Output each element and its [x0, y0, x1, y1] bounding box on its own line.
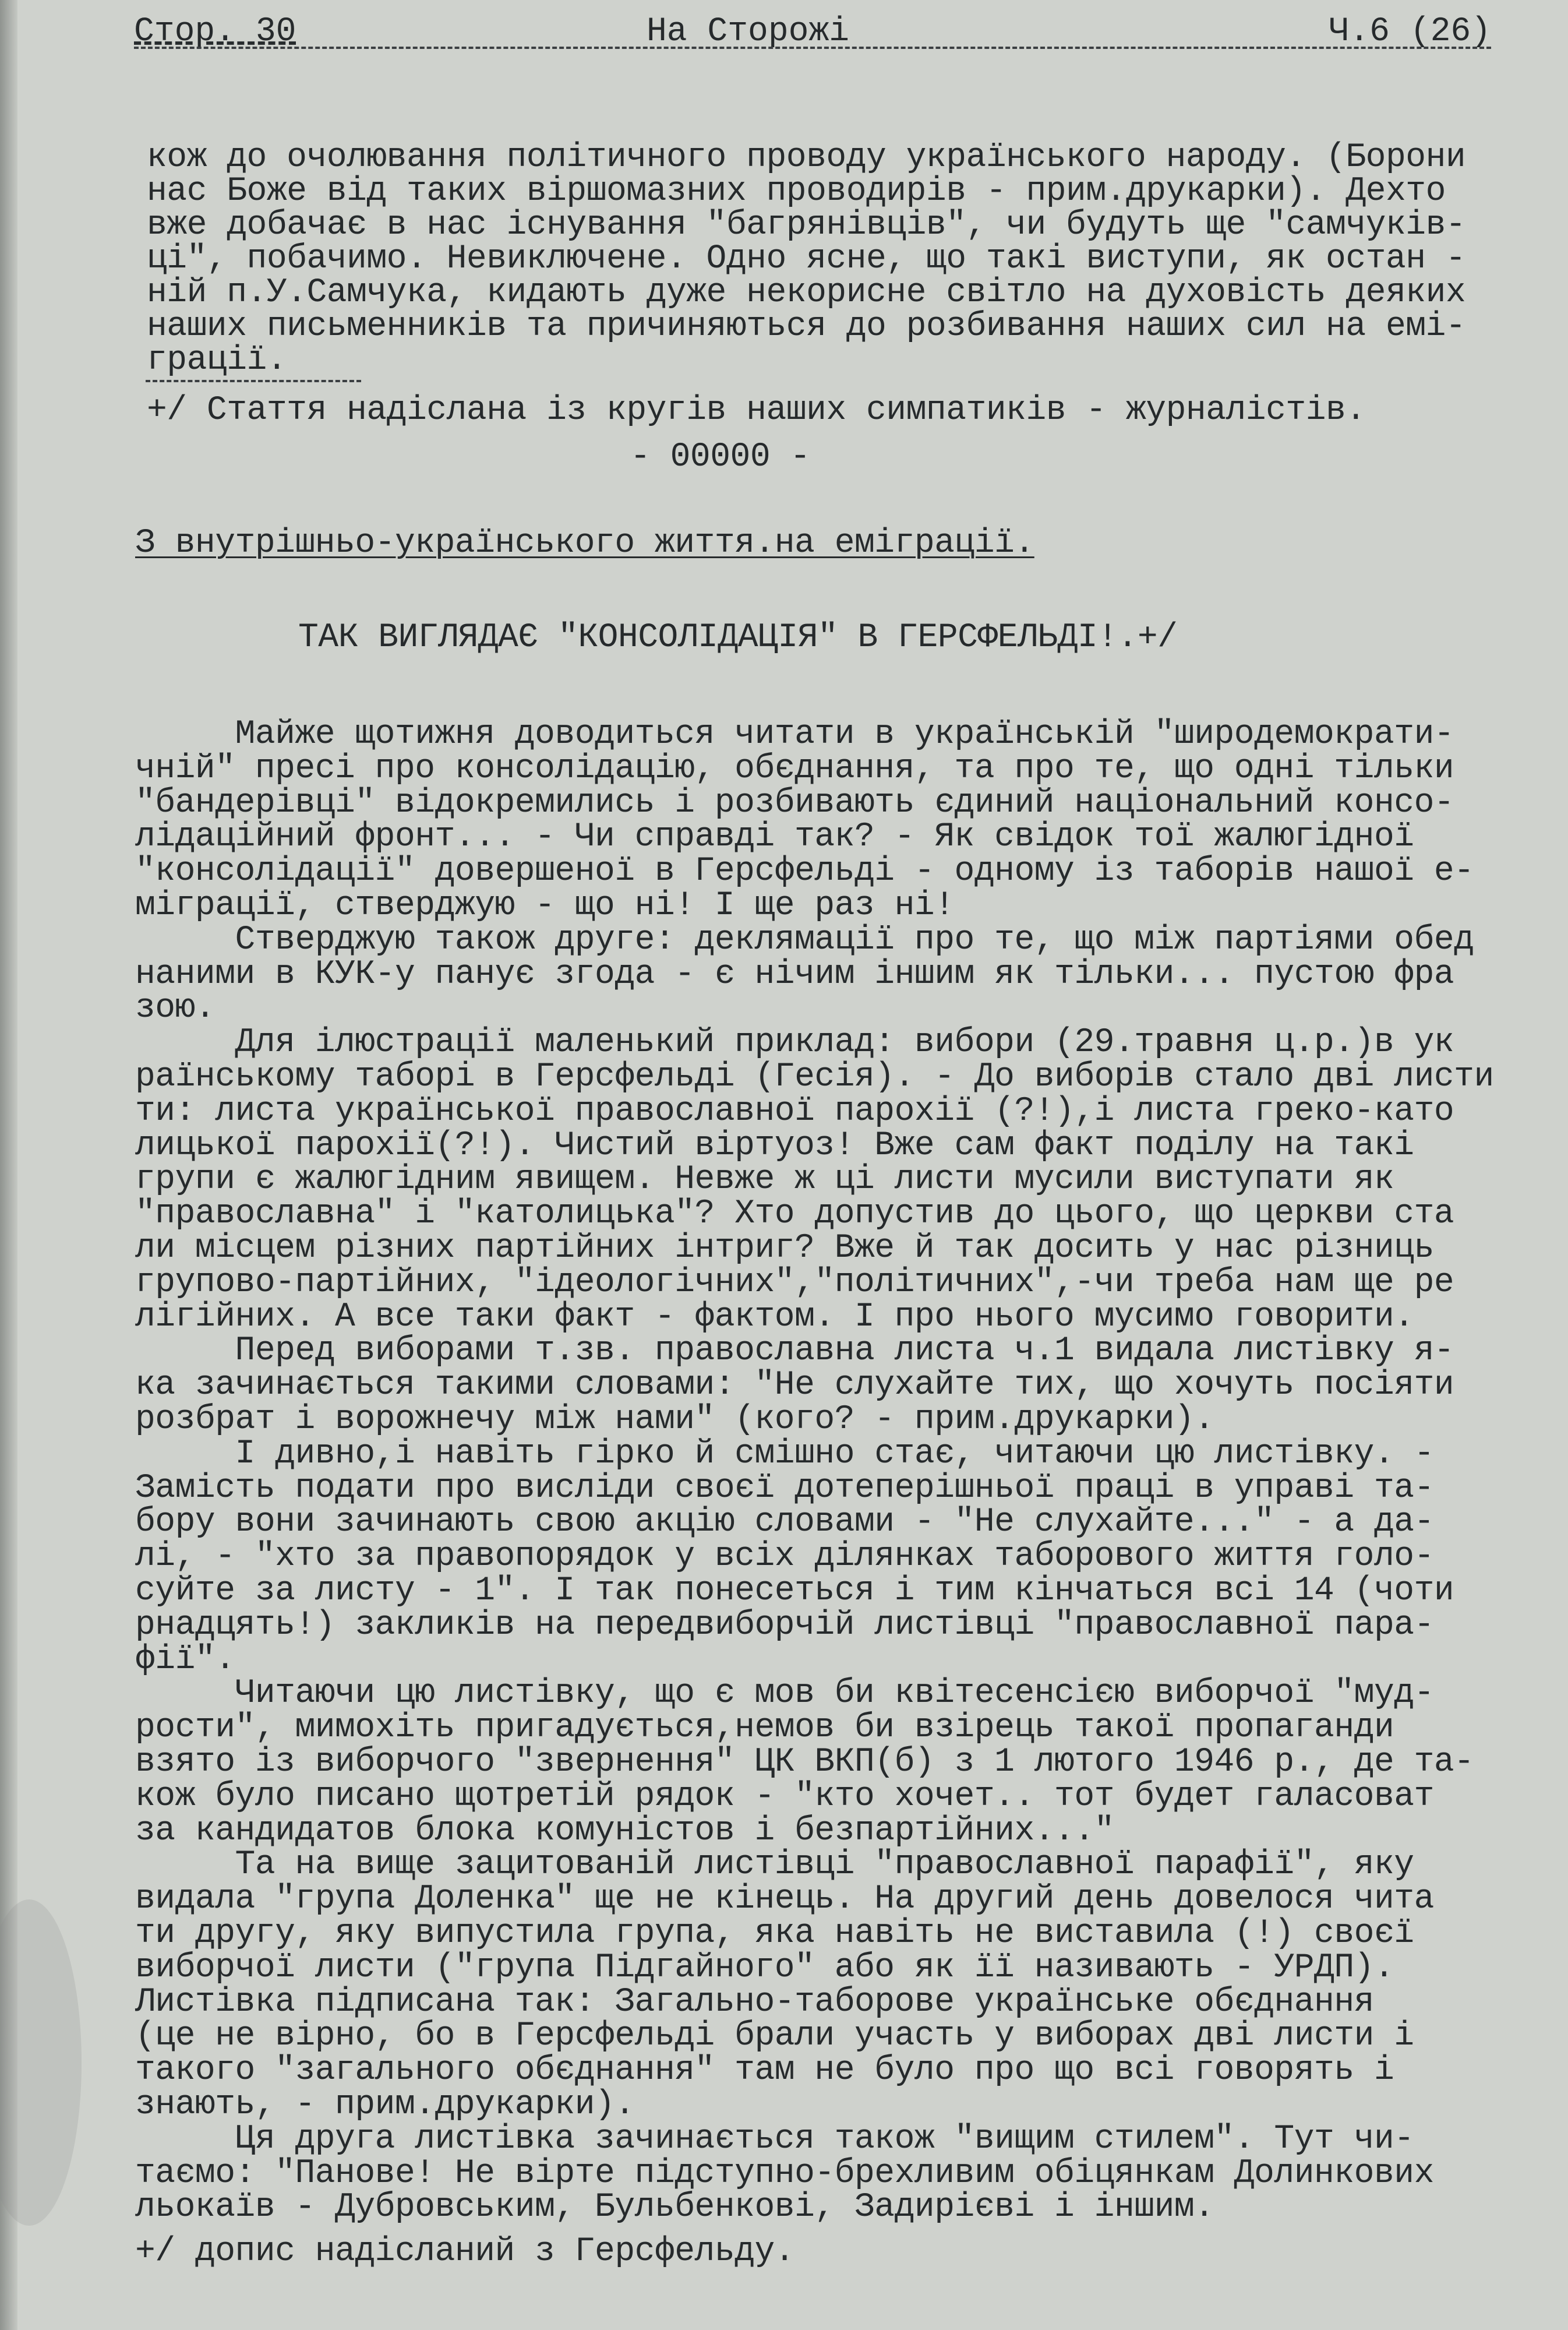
text-line: виборчої листи ("група Підгайного" або як її називають - УРДП). [135, 1948, 1394, 1987]
text-line: рости", мимохіть пригадується,немов би взірець такої пропаганди [135, 1709, 1394, 1747]
text-line: ка зачинається такими словами: "Не слухайте тих, що хочуть посіяти [135, 1366, 1454, 1405]
section-separator: - 00000 - [630, 438, 810, 476]
text-line: бору вони зачинають свою акцію словами - "Не слухайте..." - а да- [135, 1503, 1434, 1542]
text-line: "консолідації" довершеної в Герсфельді - одному із таборів нашої е- [135, 852, 1474, 891]
text-line: лицької парохії(?!). Чистий віртуоз! Вже сам факт поділу на такі [135, 1126, 1414, 1165]
text-line: рнадцять!) закликів на передвиборчій листівці "православної пара- [135, 1606, 1434, 1644]
text-line: чній" пресі про консолідацію, обєднання, та про те, що одні тільки [135, 749, 1454, 788]
text-line: суйте за листу - 1". І так понесеться і тим кінчаться всі 14 (чоти [135, 1572, 1454, 1610]
text-line: (це не вірно, бо в Герсфельді брали участь у виборах дві листи і [135, 2017, 1414, 2056]
text-line: нас Боже від таких віршомазних проводирів - прим.друкарки). Дехто [147, 172, 1446, 210]
text-line: грації. [147, 341, 287, 379]
text-line: Та на вище зацитованій листівці "православної парафії", яку [135, 1846, 1414, 1884]
text-line: наними в КУК-у панує згода - є нічим іншим як тільки... пустою фра [135, 955, 1454, 993]
header-rule [134, 47, 1491, 49]
text-line: льокаїв - Дубровським, Бульбенкові, Задирієві і іншим. [135, 2188, 1214, 2227]
text-line: ти другу, яку випустила група, яка навіть не виставила (!) своєї [135, 1915, 1414, 1952]
intro-footnote: +/ Стаття надіслана із кругів наших симпатиків - журналістів. [147, 392, 1366, 429]
text-line: раїнському таборі в Герсфельді (Гесія). - До виборів стало дві листи [135, 1058, 1494, 1096]
text-line: Перед виборами т.зв. православна листа ч.1 видала листівку я- [135, 1332, 1454, 1370]
text-line: ти: листа української православної парохії (?!),і листа греко-като [135, 1092, 1454, 1130]
article-title: ТАК ВИГЛЯДАЄ "КОНСОЛІДАЦІЯ" В ГЕРСФЕЛЬДІ!.+/ [298, 619, 1178, 657]
text-line: Майже щотижня доводиться читати в українській "широдемократи- [135, 715, 1454, 753]
text-line: Замість подати про висліди своєї дотеперішньої праці в управі та- [135, 1469, 1434, 1507]
text-line: за кандидатов блока комуністов і безпартійних..." [135, 1811, 1114, 1850]
text-line: "православна" і "католицька"? Хто допустив до цього, що церкви ста [135, 1195, 1454, 1233]
text-line: кож було писано щотретій рядок - "кто хочет.. тот будет галасоват [135, 1777, 1434, 1816]
text-line: групово-партійних, "ідеологічних","політичних",-чи треба нам ще ре [135, 1263, 1454, 1302]
text-line: Для ілюстрації маленький приклад: вибори (29.травня ц.р.)в ук [135, 1024, 1454, 1062]
text-line: розбрат і ворожнечу між нами" (кого? - прим.друкарки). [135, 1401, 1214, 1439]
publication-title: На Сторожі [647, 13, 850, 51]
text-line: ній п.У.Самчука, кидають дуже некорисне світло на духовість деяких [147, 274, 1466, 312]
text-line: Стверджую також друге: деклямації про те, що між партіями обед [135, 921, 1474, 959]
page-number: Стор. 30 [134, 13, 296, 51]
text-line: лігійних. А все таки факт - фактом. І про нього мусимо говорити. [135, 1298, 1414, 1336]
text-line: такого "загального обєднання" там не було про що всі говорять і [135, 2051, 1394, 2090]
text-line: Листівка підписана так: Загально-таборове українське обєднання [135, 1983, 1374, 2021]
text-line: Ця друга листівка зачинається також "вищим стилем". Тут чи- [135, 2120, 1414, 2158]
paper-stain [0, 1899, 82, 2226]
text-line: таємо: "Панове! Не вірте підступно-брехливим обіцянкам Долинкових [135, 2154, 1434, 2192]
text-line: ли місцем різних партійних інтриг? Вже й так досить у нас різниць [135, 1229, 1434, 1267]
text-line: групи є жалюгідним явищем. Невже ж ці листи мусили виступати як [135, 1161, 1394, 1199]
text-line: взято із виборчого "звернення" ЦК ВКП(б) з 1 лютого 1946 р., де та- [135, 1743, 1474, 1781]
intro-end-dashes [146, 380, 361, 382]
text-line: наших письменників та причиняються до розбивання наших сил на емі- [147, 308, 1466, 346]
text-line: лі, - "хто за правопорядок у всіх ділянках таборового життя голо- [135, 1538, 1434, 1576]
text-line: міграції, стверджую - що ні! І ще раз ні! [135, 887, 955, 925]
text-line: Читаючи цю листівку, що є мов би квітесенсією виборчої "муд- [135, 1675, 1434, 1713]
text-line: кож до очолювання політичного проводу українського народу. (Борони [147, 139, 1466, 177]
text-line: І дивно,і навіть гірко й смішно стає, читаючи цю листівку. - [135, 1434, 1434, 1473]
text-line: "бандерівці" відокремились і розбивають єдиний національний консо- [135, 784, 1454, 822]
text-line: лідаційний фронт... - Чи справді так? - Як свідок тої жалюгідної [135, 818, 1414, 856]
text-line: знають, - прим.друкарки). [135, 2086, 635, 2124]
text-line: вже добачає в нас існування "багрянівців", чи будуть ще "самчуків- [147, 206, 1466, 244]
issue-number: Ч.6 (26) [1329, 13, 1491, 51]
page-header [134, 13, 1491, 59]
section-heading: З внутрішньо-українського життя.на еміграції. [135, 524, 1034, 562]
text-line: ці", побачимо. Невиключене. Одно ясне, що такі виступи, як остан - [147, 240, 1466, 278]
text-line: фії". [135, 1640, 235, 1679]
text-line: видала "група Доленка" ще не кінець. На другий день довелося чита [135, 1880, 1434, 1919]
text-line: зою. [135, 989, 216, 1028]
article-footnote: +/ допис надісланий з Герсфельду. [135, 2233, 795, 2271]
